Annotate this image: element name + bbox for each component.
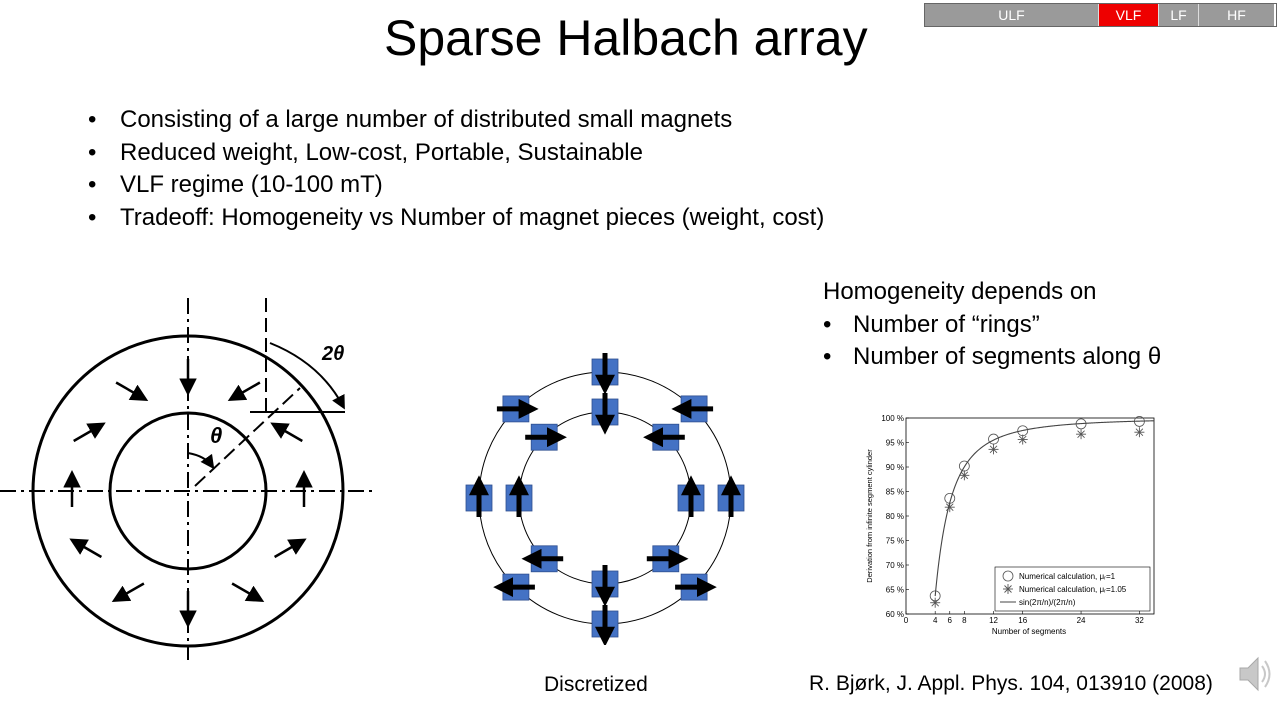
chart-y-tick-label: 85 % [885, 487, 904, 497]
chart-x-tick-label: 16 [1018, 616, 1028, 625]
magnet-block [592, 565, 618, 598]
chart-y-tick-label: 65 % [885, 585, 904, 595]
chart-x-tick-label: 6 [947, 616, 952, 625]
nav-tab-ulf[interactable]: ULF [925, 4, 1099, 26]
magnet-block [718, 484, 744, 517]
bullet-item: • VLF regime (10-100 mT) [88, 169, 824, 202]
chart-x-tick-label: 32 [1134, 616, 1144, 625]
magnetization-arrow [74, 541, 102, 557]
magnet-block [525, 424, 558, 450]
homogeneity-text [823, 276, 1161, 374]
angle-theta-label: θ [210, 423, 223, 448]
chart-y-tick-label: 75 % [885, 536, 904, 546]
bullet-list [88, 104, 824, 234]
chart-y-tick-label: 80 % [885, 512, 904, 521]
magnet-block [531, 546, 564, 572]
magnet-block [680, 396, 713, 422]
chart-y-tick-label: 70 % [885, 561, 904, 570]
homogeneity-list [823, 309, 1161, 374]
magnetization-arrow [116, 584, 144, 600]
chart-y-tick-label: 100 % [881, 414, 904, 423]
nav-tab-hf[interactable]: HF [1199, 4, 1274, 26]
chart-x-tick-label: 24 [1076, 616, 1086, 625]
nav-tab-lf[interactable]: LF [1159, 4, 1199, 26]
magnet-block [675, 574, 708, 600]
magnet-block [592, 393, 618, 426]
magnetization-arrow [232, 383, 260, 399]
magnetization-arrow [74, 425, 102, 441]
chart-x-tick-label: 4 [932, 616, 938, 625]
bullet-item: • Reduced weight, Low-cost, Portable, Sustainable [88, 137, 824, 170]
nav-tab-vlf[interactable]: VLF [1099, 4, 1159, 26]
chart-legend [995, 567, 1150, 611]
magnet-block [647, 546, 680, 572]
homogeneity-item-segments: • Number of segments along θ [823, 341, 1161, 374]
magnetization-arrow [232, 584, 260, 600]
homogeneity-heading: Homogeneity depends on [823, 278, 1097, 305]
bullet-item: • Tradeoff: Homogeneity vs Number of magnet pieces (weight, cost) [88, 202, 824, 235]
section-nav [924, 3, 1277, 27]
chart-y-axis-label: Derivation from infinite segment cylinder [865, 449, 874, 583]
homogeneity-item-rings: • Number of “rings” [823, 309, 1161, 342]
bullet-item: • Consisting of a large number of distributed small magnets [88, 104, 824, 137]
magnet-block [466, 484, 492, 517]
magnetization-arrow [116, 383, 144, 399]
halbach-continuous-diagram [0, 288, 400, 660]
magnet-block [497, 396, 530, 422]
speaker-icon[interactable] [1238, 652, 1274, 696]
reference-citation: R. Bjørk, J. Appl. Phys. 104, 013910 (2008) [809, 672, 1213, 695]
chart-point-asterisk [1018, 435, 1028, 445]
magnet-block [502, 574, 535, 600]
magnetization-arrow [275, 541, 303, 557]
magnet-block [678, 484, 704, 517]
magnet-block [652, 424, 685, 450]
legend-entry: Numerical calculation, μᵣ=1.05 [1019, 585, 1127, 594]
magnet-block [592, 353, 618, 386]
homogeneity-chart [858, 405, 1158, 640]
slide-title: Sparse Halbach array [384, 10, 868, 66]
chart-y-tick-label: 90 % [885, 463, 904, 472]
halbach-discretized-diagram [460, 340, 760, 645]
legend-asterisk-icon [1003, 584, 1013, 594]
chart-x-tick-label: 0 [903, 616, 909, 625]
legend-entry: sin(2π/n)/(2π/n) [1019, 598, 1076, 607]
magnet-block [592, 605, 618, 638]
chart-x-tick-label: 8 [962, 616, 967, 625]
chart-y-tick-label: 95 % [885, 438, 904, 448]
chart-x-tick-label: 12 [989, 616, 998, 625]
magnetization-arrow [275, 425, 303, 441]
chart-y-tick-label: 60 % [885, 610, 904, 619]
angle-2theta-label: 2θ [322, 343, 345, 365]
chart-x-axis-label: Number of segments [991, 627, 1067, 636]
legend-entry: Numerical calculation, μᵣ=1 [1019, 572, 1116, 581]
diagram-caption: Discretized [544, 673, 648, 696]
magnet-block [506, 484, 532, 517]
